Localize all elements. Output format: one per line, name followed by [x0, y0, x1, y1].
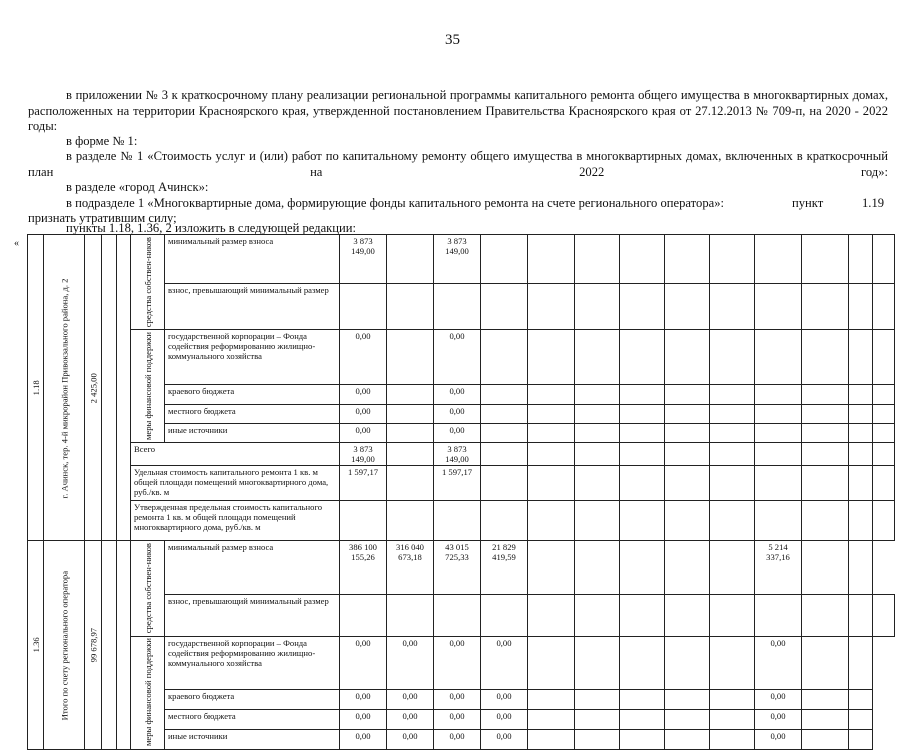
cell-value: 3 873 149,00 [340, 235, 387, 284]
paragraph-subsection: в подразделе 1 «Многоквартирные дома, формирующие фонды капитального ремонта на счете регионального оператора»: [66, 196, 724, 210]
cell-value: 0,00 [387, 636, 434, 689]
cell-value: 0,00 [340, 636, 387, 689]
other-label: иные источники [165, 423, 340, 442]
item-number: 1.18 [28, 235, 44, 541]
cell-value: 0,00 [387, 729, 434, 749]
cell-value: 1 597,17 [340, 466, 387, 501]
other-label: иные источники [165, 729, 340, 749]
over-min-label: взнос, превышающий минимальный размер [165, 595, 340, 637]
cell-value: 0,00 [434, 423, 481, 442]
cell-value: 0,00 [387, 690, 434, 710]
cell-value: 0,00 [755, 690, 802, 710]
paragraph-section: в разделе № 1 «Стоимость услуг и (или) работ по капитальному ремонту общего имущества в многоквартирных домах, включенных в краткосрочный план на 2022 год»: [28, 149, 888, 179]
paragraph-appendix: в приложении № 3 к краткосрочному плану реализации региональной программы капитального ремонта общего имущества в многоквартирных домах, расположенных на территории Красноярского края, утвержденной постановлением Правительства Красноярского края от 27.12.2013 № 709-п, на 2020 - 2022 годы: [28, 88, 888, 133]
min-fee-label: минимальный размер взноса [165, 235, 340, 284]
total-label: Всего [131, 443, 340, 466]
cell-value: 0,00 [481, 690, 528, 710]
regional-label: краевого бюджета [165, 690, 340, 710]
cell-value: 0,00 [434, 729, 481, 749]
state-corp-label: государственной корпорации – Фонда содействия реформированию жилищно-коммунального хозяйства [165, 636, 340, 689]
table-row [28, 501, 895, 541]
table-row [28, 541, 895, 595]
state-corp-label: государственной корпорации – Фонда содействия реформированию жилищно-коммунального хозяйства [165, 330, 340, 385]
local-label: местного бюджета [165, 709, 340, 729]
cell-value: 316 040 673,18 [387, 541, 434, 595]
support-label: меры финансовой поддержки [131, 636, 165, 749]
paragraph-restate: пункты 1.18, 1.36, 2 изложить в следующей редакции: [66, 221, 357, 235]
cell-value: 0,00 [434, 636, 481, 689]
cell-value: 3 873 149,00 [340, 443, 387, 466]
table-row [28, 330, 895, 385]
cell-value: 0,00 [755, 729, 802, 749]
cell-value: 0,00 [434, 690, 481, 710]
page-number: 35 [445, 32, 460, 48]
cell-value: 1 597,17 [434, 466, 481, 501]
item-area: 2 425,00 [85, 235, 102, 541]
quote-mark: « [14, 238, 19, 249]
cell-value: 0,00 [340, 729, 387, 749]
support-label: меры финансовой поддержки [131, 330, 165, 443]
paragraph-city: в разделе «город Ачинск»: [66, 180, 209, 194]
owners-funds-label: средства собствен-ников [131, 235, 165, 330]
cell-value: 0,00 [340, 404, 387, 423]
cell-value: 0,00 [340, 385, 387, 404]
paragraph-void: признать утратившим силу; [28, 211, 177, 225]
cell-value: 0,00 [340, 423, 387, 442]
repair-cost-table [27, 234, 895, 750]
cell-value: 0,00 [481, 729, 528, 749]
item-area: 99 678,97 [85, 541, 102, 749]
item-title: Итого по счету регионального оператора [44, 541, 85, 749]
cell-value: 0,00 [481, 636, 528, 689]
cell-value: 0,00 [434, 404, 481, 423]
cell-value: 5 214 337,16 [755, 541, 802, 595]
cell-value: 0,00 [340, 709, 387, 729]
table-row [28, 466, 895, 501]
limit-cost-label: Утвержденная предельная стоимость капитального ремонта 1 кв. м общей площади помещений многоквартирного дома, руб./кв. м [131, 501, 340, 541]
item-number: 1.36 [28, 541, 44, 749]
cell-value: 3 873 149,00 [434, 443, 481, 466]
paragraph-form: в форме № 1: [66, 134, 138, 148]
cell-value: 0,00 [434, 330, 481, 385]
min-fee-label: минимальный размер взноса [165, 541, 340, 595]
table-row [28, 636, 895, 689]
cell-value: 0,00 [340, 330, 387, 385]
cell-value: 21 829 419,59 [481, 541, 528, 595]
cell-value: 0,00 [755, 636, 802, 689]
cell-value: 0,00 [434, 709, 481, 729]
cell-value: 0,00 [340, 690, 387, 710]
owners-funds-label: средства собствен-ников [131, 541, 165, 636]
over-min-label: взнос, превышающий минимальный размер [165, 283, 340, 330]
table-row [28, 443, 895, 466]
specific-cost-label: Удельная стоимость капитального ремонта 1 кв. м общей площади помещений многоквартирного дома, руб./кв. м [131, 466, 340, 501]
cell-value: 0,00 [434, 385, 481, 404]
cell-value: 386 100 155,26 [340, 541, 387, 595]
item-address: г. Ачинск, тер. 4-й микрорайон Привокзального района, д. 2 [44, 235, 85, 541]
cell-value: 43 015 725,33 [434, 541, 481, 595]
paragraph-item-number: 1.19 [862, 196, 885, 210]
table-row [28, 235, 895, 284]
cell-value: 3 873 149,00 [434, 235, 481, 284]
cell-value: 0,00 [387, 709, 434, 729]
regional-label: краевого бюджета [165, 385, 340, 404]
cell-value: 0,00 [481, 709, 528, 729]
local-label: местного бюджета [165, 404, 340, 423]
cell-value: 0,00 [755, 709, 802, 729]
paragraph-punkt: пункт [792, 196, 824, 210]
